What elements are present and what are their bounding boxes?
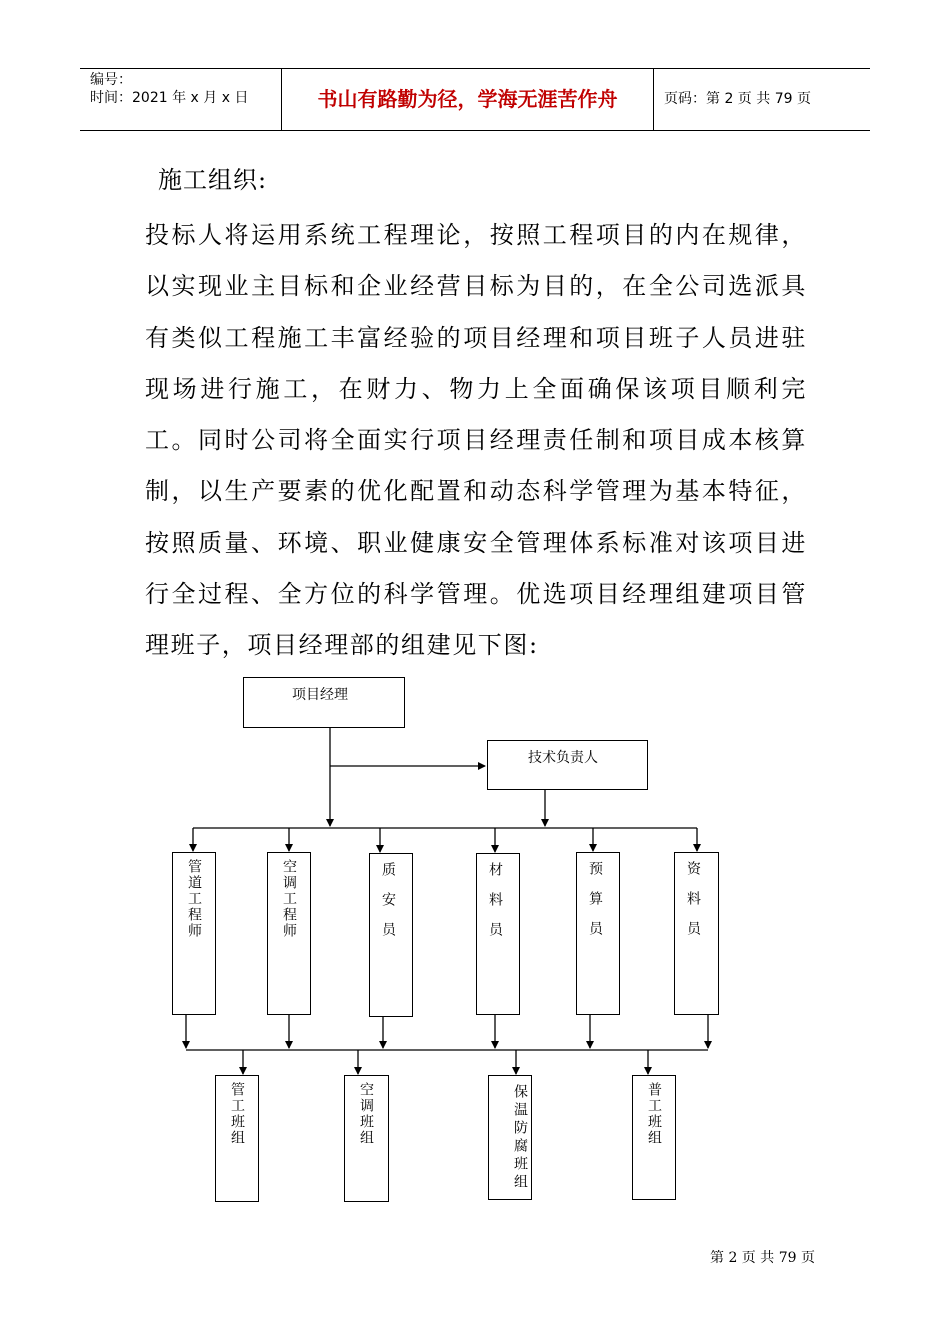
staff-label: 材料员: [487, 862, 503, 952]
staff-box: [674, 852, 719, 1015]
tech-lead-label: 技术负责人: [528, 750, 598, 766]
team-box: [488, 1075, 532, 1200]
staff-box: [369, 853, 413, 1017]
team-label: 管工班组: [229, 1082, 245, 1146]
section-heading: 施工组织:: [158, 166, 268, 194]
tech-lead-box: [487, 740, 648, 790]
staff-label: 管道工程师: [186, 859, 202, 939]
staff-label: 质安员: [380, 862, 396, 952]
number-label: 编号：: [90, 72, 132, 88]
team-box: [632, 1075, 676, 1200]
staff-box: [476, 853, 520, 1015]
staff-label: 空调工程师: [281, 859, 297, 939]
staff-label: 资料员: [685, 861, 701, 951]
header-page-label: 页码：第 2 页 共 79 页: [664, 91, 811, 107]
body-paragraph: 投标人将运用系统工程理论，按照工程项目的内在规律，以实现业主目标和企业经营目标为目的，在全公司选派具有类似工程施工丰富经验的项目经理和项目班子人员进驻现场进行施工，在财力、物力上全面确保该项目顺利完工。同时公司将全面实行项目经理责任制和项目成本核算制，以生产要素的优化配置和动态科学管理为基本特征，按照质量、环境、职业健康安全管理体系标准对该项目进行全过程、全方位的科学管理。优选项目经理组建项目管理班子，项目经理部的组建见下图:: [145, 221, 807, 660]
page-footer: 第 2 页 共 79 页: [710, 1250, 815, 1266]
team-box: [215, 1075, 259, 1202]
staff-box: [172, 852, 216, 1015]
team-label: 空调班组: [358, 1082, 374, 1146]
project-manager-label: 项目经理: [292, 687, 348, 703]
team-label: 普工班组: [646, 1082, 662, 1146]
time-label: 时间：2021 年 x 月 x 日: [90, 90, 249, 106]
header-motto: 书山有路勤为径，学海无涯苦作舟: [317, 87, 618, 111]
staff-box: [576, 852, 620, 1015]
team-box: [344, 1075, 389, 1202]
team-label: 保温防腐班组: [512, 1084, 528, 1192]
staff-label: 预算员: [587, 861, 603, 951]
staff-box: [267, 852, 311, 1015]
project-manager-box: [243, 677, 405, 728]
